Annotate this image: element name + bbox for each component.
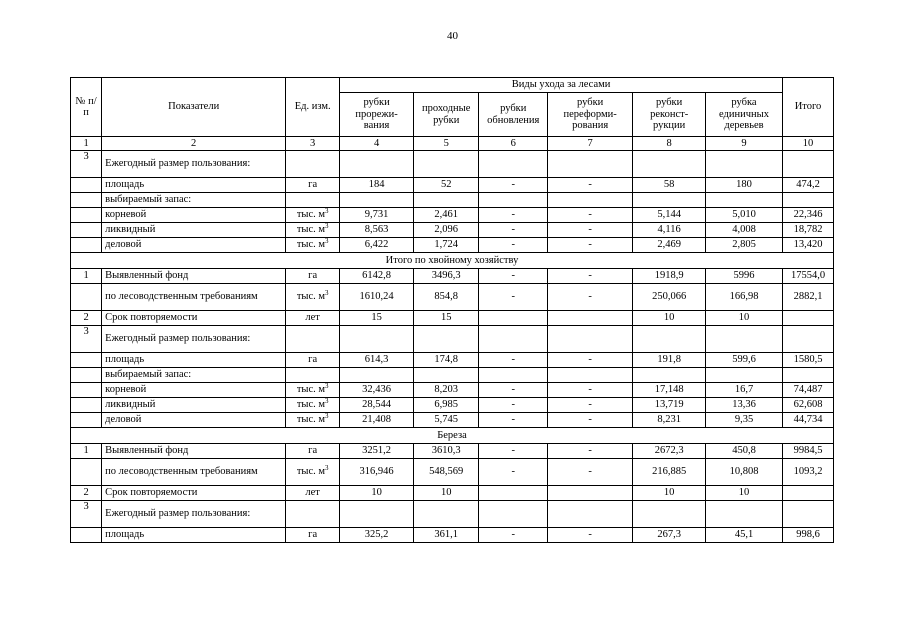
table-row xyxy=(71,383,834,398)
column-numbers-row xyxy=(71,137,834,151)
table-cell: 9,35 xyxy=(706,413,783,428)
row-label: Выявленный фонд xyxy=(102,269,286,284)
table-cell: - xyxy=(479,284,548,311)
row-label: по лесоводственным требованиям xyxy=(102,284,286,311)
unit-cell: тыс. $м^3$ xyxy=(286,459,340,486)
table-row xyxy=(71,178,834,193)
table-cell: 5,144 xyxy=(633,208,706,223)
column-number: 2 xyxy=(102,137,286,151)
unit-cell: га xyxy=(286,178,340,193)
unit-cell: тыс. $м^3$ xyxy=(286,383,340,398)
header-no: № п/п xyxy=(71,78,102,137)
table-cell: 6,985 xyxy=(413,398,478,413)
table-cell: 15 xyxy=(340,311,414,326)
page-number: 40 xyxy=(447,30,458,42)
table-row xyxy=(71,459,834,486)
row-label: ликвидный xyxy=(102,398,286,413)
table-cell: 15 xyxy=(413,311,478,326)
table-row xyxy=(71,311,834,326)
column-number: 9 xyxy=(706,137,783,151)
column-number: 1 xyxy=(71,137,102,151)
row-label: корневой xyxy=(102,208,286,223)
table-row xyxy=(71,398,834,413)
table-cell: - xyxy=(479,398,548,413)
row-number: 2 xyxy=(71,311,102,326)
table-row xyxy=(71,238,834,253)
forest-care-table xyxy=(70,77,834,543)
table-cell: 2882,1 xyxy=(783,284,834,311)
column-number: 3 xyxy=(286,137,340,151)
column-number: 7 xyxy=(548,137,633,151)
table-cell: 32,436 xyxy=(340,383,414,398)
table-cell: 250,066 xyxy=(633,284,706,311)
table-cell: 474,2 xyxy=(783,178,834,193)
table-cell: 548,569 xyxy=(413,459,478,486)
table-cell: - xyxy=(548,528,633,543)
header-reformation: рубки переформи- рования xyxy=(548,93,633,137)
table-row xyxy=(71,501,834,528)
table-cell: 1,724 xyxy=(413,238,478,253)
table-cell: 174,8 xyxy=(413,353,478,368)
table-row xyxy=(71,486,834,501)
table-cell: - xyxy=(548,413,633,428)
row-label: площадь xyxy=(102,528,286,543)
table-cell: 8,563 xyxy=(340,223,414,238)
table-cell: 13,36 xyxy=(706,398,783,413)
table-cell: - xyxy=(548,383,633,398)
table-cell: 180 xyxy=(706,178,783,193)
table-cell: - xyxy=(479,383,548,398)
section-title-row xyxy=(71,253,834,269)
table-cell: 17,148 xyxy=(633,383,706,398)
column-number: 4 xyxy=(340,137,414,151)
table-cell: 450,8 xyxy=(706,444,783,459)
row-label: Срок повторяемости xyxy=(102,486,286,501)
header-indicator: Показатели xyxy=(102,78,286,137)
table-cell: - xyxy=(479,238,548,253)
table-cell: 3610,3 xyxy=(413,444,478,459)
table-cell xyxy=(783,486,834,501)
table-row xyxy=(71,284,834,311)
table-cell: 44,734 xyxy=(783,413,834,428)
table-cell: - xyxy=(548,223,633,238)
table-cell: 8,231 xyxy=(633,413,706,428)
table-cell: 62,608 xyxy=(783,398,834,413)
table-cell: - xyxy=(479,459,548,486)
table-cell: - xyxy=(548,269,633,284)
unit-cell: лет xyxy=(286,311,340,326)
table-cell: 8,203 xyxy=(413,383,478,398)
table-cell: 599,6 xyxy=(706,353,783,368)
table-cell: 6142,8 xyxy=(340,269,414,284)
table-cell: 45,1 xyxy=(706,528,783,543)
table-cell: - xyxy=(548,398,633,413)
table-cell: 52 xyxy=(413,178,478,193)
column-number: 6 xyxy=(479,137,548,151)
row-number: 3 xyxy=(71,151,102,178)
row-label: Ежегодный размер пользования: xyxy=(102,501,286,528)
table-cell: 4,008 xyxy=(706,223,783,238)
table-row xyxy=(71,413,834,428)
table-cell: 267,3 xyxy=(633,528,706,543)
table-cell: 3251,2 xyxy=(340,444,414,459)
table-cell: 9,731 xyxy=(340,208,414,223)
table-cell: 5,010 xyxy=(706,208,783,223)
row-label: корневой xyxy=(102,383,286,398)
table-cell: 4,116 xyxy=(633,223,706,238)
table-cell: 191,8 xyxy=(633,353,706,368)
table-cell: 2,461 xyxy=(413,208,478,223)
table-cell: 9984,5 xyxy=(783,444,834,459)
table-cell: 74,487 xyxy=(783,383,834,398)
row-label: площадь xyxy=(102,353,286,368)
table-cell: 10 xyxy=(340,486,414,501)
table-row xyxy=(71,208,834,223)
table-cell: 184 xyxy=(340,178,414,193)
table-cell: 17554,0 xyxy=(783,269,834,284)
table-cell: 16,7 xyxy=(706,383,783,398)
section-title: Береза xyxy=(71,428,834,444)
table-cell: 2,469 xyxy=(633,238,706,253)
table-cell: - xyxy=(548,238,633,253)
table-cell xyxy=(548,486,633,501)
unit-cell: га xyxy=(286,528,340,543)
table-cell: - xyxy=(479,269,548,284)
row-label: деловой xyxy=(102,413,286,428)
unit-cell: лет xyxy=(286,486,340,501)
row-label: выбираемый запас: xyxy=(102,368,286,383)
table-row xyxy=(71,528,834,543)
table-cell: - xyxy=(548,353,633,368)
column-number: 8 xyxy=(633,137,706,151)
header-unit: Ед. изм. xyxy=(286,78,340,137)
table-cell: 1610,24 xyxy=(340,284,414,311)
unit-cell: тыс. $м^3$ xyxy=(286,238,340,253)
table-cell: - xyxy=(479,413,548,428)
table-cell: 1093,2 xyxy=(783,459,834,486)
header-thinning: рубки прорежи- вания xyxy=(340,93,414,137)
table-cell: - xyxy=(548,178,633,193)
table-cell: - xyxy=(548,284,633,311)
table-cell: 21,408 xyxy=(340,413,414,428)
table-cell xyxy=(783,311,834,326)
table-cell: - xyxy=(479,528,548,543)
table-cell: 1580,5 xyxy=(783,353,834,368)
header-total: Итого xyxy=(783,78,834,137)
table-row xyxy=(71,353,834,368)
table-row xyxy=(71,193,834,208)
row-number: 3 xyxy=(71,501,102,528)
table-cell: 361,1 xyxy=(413,528,478,543)
table-cell: - xyxy=(479,444,548,459)
table-cell: 28,544 xyxy=(340,398,414,413)
table-cell: 998,6 xyxy=(783,528,834,543)
table-row xyxy=(71,151,834,178)
table-cell: 2,805 xyxy=(706,238,783,253)
table-cell: 10,808 xyxy=(706,459,783,486)
table-cell: 5996 xyxy=(706,269,783,284)
unit-cell: га xyxy=(286,353,340,368)
table-cell: 2672,3 xyxy=(633,444,706,459)
header-passage: проходные рубки xyxy=(413,93,478,137)
table-cell: 13,719 xyxy=(633,398,706,413)
row-label: Ежегодный размер пользования: xyxy=(102,151,286,178)
table-cell: 10 xyxy=(706,486,783,501)
table-cell xyxy=(479,486,548,501)
table-cell: 3496,3 xyxy=(413,269,478,284)
row-number: 1 xyxy=(71,269,102,284)
table-cell xyxy=(548,311,633,326)
row-label: по лесоводственным требованиям xyxy=(102,459,286,486)
unit-cell: га xyxy=(286,444,340,459)
table-cell: 2,096 xyxy=(413,223,478,238)
unit-cell: га xyxy=(286,269,340,284)
unit-cell: тыс. $м^3$ xyxy=(286,284,340,311)
table-cell: 18,782 xyxy=(783,223,834,238)
table-row xyxy=(71,269,834,284)
section-title-row xyxy=(71,428,834,444)
table-row xyxy=(71,444,834,459)
row-label: Срок повторяемости xyxy=(102,311,286,326)
table-cell: 10 xyxy=(633,311,706,326)
header-group: Виды ухода за лесами xyxy=(340,78,783,93)
table-cell: - xyxy=(548,459,633,486)
unit-cell: тыс. $м^3$ xyxy=(286,223,340,238)
column-number: 5 xyxy=(413,137,478,151)
table-cell: 10 xyxy=(706,311,783,326)
table-cell: 13,420 xyxy=(783,238,834,253)
table-cell: - xyxy=(479,208,548,223)
table-cell: 5,745 xyxy=(413,413,478,428)
row-label: площадь xyxy=(102,178,286,193)
table-cell: 22,346 xyxy=(783,208,834,223)
header-reconstruction: рубки реконст- рукции xyxy=(633,93,706,137)
table-cell: 854,8 xyxy=(413,284,478,311)
table-cell: 10 xyxy=(413,486,478,501)
unit-cell: тыс. $м^3$ xyxy=(286,413,340,428)
table-cell: - xyxy=(479,223,548,238)
table-cell: 325,2 xyxy=(340,528,414,543)
unit-cell: тыс. $м^3$ xyxy=(286,398,340,413)
table-cell: - xyxy=(548,208,633,223)
row-label: выбираемый запас: xyxy=(102,193,286,208)
row-label: Выявленный фонд xyxy=(102,444,286,459)
table-cell: 58 xyxy=(633,178,706,193)
header-single-trees: рубка единичных деревьев xyxy=(706,93,783,137)
section-title: Итого по хвойному хозяйству xyxy=(71,253,834,269)
table-row xyxy=(71,326,834,353)
table-cell: 316,946 xyxy=(340,459,414,486)
table-cell: 1918,9 xyxy=(633,269,706,284)
row-number: 2 xyxy=(71,486,102,501)
table-cell: 614,3 xyxy=(340,353,414,368)
row-label: деловой xyxy=(102,238,286,253)
table-row xyxy=(71,368,834,383)
table-cell: 166,98 xyxy=(706,284,783,311)
row-label: ликвидный xyxy=(102,223,286,238)
column-number: 10 xyxy=(783,137,834,151)
table-cell: - xyxy=(548,444,633,459)
row-number: 1 xyxy=(71,444,102,459)
row-label: Ежегодный размер пользования: xyxy=(102,326,286,353)
table-cell xyxy=(479,311,548,326)
header-renewal: рубки обновления xyxy=(479,93,548,137)
table-row xyxy=(71,223,834,238)
table-cell: 216,885 xyxy=(633,459,706,486)
table-cell: - xyxy=(479,353,548,368)
unit-cell: тыс. $м^3$ xyxy=(286,208,340,223)
table-cell: 10 xyxy=(633,486,706,501)
table-cell: - xyxy=(479,178,548,193)
table-cell: 6,422 xyxy=(340,238,414,253)
row-number: 3 xyxy=(71,326,102,353)
